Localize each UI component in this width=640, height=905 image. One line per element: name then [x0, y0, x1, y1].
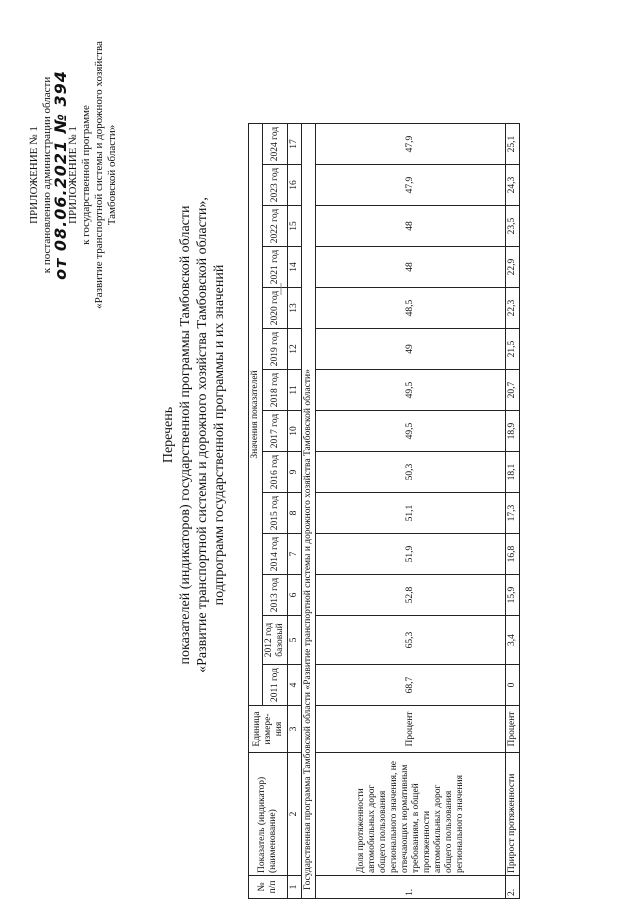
indicator-value: 24,3: [506, 165, 520, 206]
indicator-value: 20,7: [506, 370, 520, 411]
indicator-name: Прирост протяженности: [506, 753, 520, 876]
header-year: 2022 год: [263, 206, 288, 247]
indicator-value: 50,3: [316, 452, 506, 493]
header-year: 2019 год: [263, 329, 288, 370]
title-line-4: подпрограмм государственной программы и их значений: [212, 264, 227, 606]
column-number: 1: [288, 876, 302, 899]
header-year: 2024 год: [263, 124, 288, 165]
header-year: 2013 год: [263, 575, 288, 616]
header-year: 2016 год: [263, 452, 288, 493]
column-number: 3: [288, 706, 302, 753]
appendix-header: [28, 10, 119, 340]
indicator-value: 17,3: [506, 493, 520, 534]
header-unit: Единица измере-ния: [249, 706, 288, 753]
appendix-program-name: «Развитие транспортной системы и дорожного хозяйства: [93, 41, 105, 309]
column-number: 4: [288, 665, 302, 706]
document-title: [160, 115, 228, 755]
title-line-3: «Развитие транспортной системы и дорожного хозяйства Тамбовской области»,: [195, 197, 210, 673]
indicator-value: 0: [506, 665, 520, 706]
indicator-value: 47,9: [316, 165, 506, 206]
indicator-value: 21,5: [506, 329, 520, 370]
indicator-value: 68,7: [316, 665, 506, 706]
indicator-value: 65,3: [316, 616, 506, 665]
indicator-value: 51,1: [316, 493, 506, 534]
indicator-name: Доля протяженности автомобильных дорог общего пользования регионального значения, не отвечающих нормативным требованиям, в общей протяженности автомобильных дорог общего пользования регионального значения: [316, 753, 506, 876]
column-number: 6: [288, 575, 302, 616]
appendix-date-number: от 08.06.2021 № 394: [51, 70, 70, 280]
indicator-value: 49,5: [316, 370, 506, 411]
column-number: 14: [288, 247, 302, 288]
column-number: 9: [288, 452, 302, 493]
table-row: [316, 124, 506, 899]
header-values: Значения показателей: [249, 124, 263, 706]
indicator-value: 47,9: [316, 124, 506, 165]
header-year: 2017 год: [263, 411, 288, 452]
indicator-value: 18,9: [506, 411, 520, 452]
indicator-value: 3,4: [506, 616, 520, 665]
appendix-title-2: ПРИЛОЖЕНИЕ № 1: [67, 126, 79, 224]
column-number: 11: [288, 370, 302, 411]
program-row: [302, 124, 316, 899]
header-year: 2021 год: [263, 247, 288, 288]
program-name-cell: Государственная программа Тамбовской области «Развитие транспортной системы и дорожного хозяйства Тамбовской области»: [302, 124, 316, 899]
header-year: 2012 год базовый: [263, 616, 288, 665]
header-year: 2020 год: [263, 288, 288, 329]
column-number: 5: [288, 616, 302, 665]
indicators-table: [248, 123, 520, 899]
column-number: 12: [288, 329, 302, 370]
indicator-value: 48,5: [316, 288, 506, 329]
indicator-value: 48: [316, 247, 506, 288]
indicator-value: 48: [316, 206, 506, 247]
header-year: 2023 год: [263, 165, 288, 206]
indicator-unit: Процент: [316, 706, 506, 753]
appendix-title: ПРИЛОЖЕНИЕ № 1: [28, 126, 40, 224]
indicator-unit: Процент: [506, 706, 520, 753]
indicator-value: 49: [316, 329, 506, 370]
row-number: 1.: [316, 876, 506, 899]
scan-mark: [280, 283, 282, 295]
header-year: 2014 год: [263, 534, 288, 575]
row-number: 2.: [506, 876, 520, 899]
indicator-value: 22,3: [506, 288, 520, 329]
column-number: 13: [288, 288, 302, 329]
column-number: 10: [288, 411, 302, 452]
appendix-program: к государственной программе: [80, 105, 92, 245]
column-number: 2: [288, 753, 302, 876]
column-number: 8: [288, 493, 302, 534]
indicator-value: 23,5: [506, 206, 520, 247]
indicator-value: 51,9: [316, 534, 506, 575]
indicator-value: 49,5: [316, 411, 506, 452]
indicator-value: 52,8: [316, 575, 506, 616]
indicator-value: 22,9: [506, 247, 520, 288]
column-number: 7: [288, 534, 302, 575]
indicator-value: 18,1: [506, 452, 520, 493]
indicator-value: 25,1: [506, 124, 520, 165]
column-number: 17: [288, 124, 302, 165]
column-number: 15: [288, 206, 302, 247]
appendix-program-region: Тамбовской области»: [106, 124, 118, 226]
header-name: Показатель (индикатор) (наименование): [249, 753, 288, 876]
title-line-2: показателей (индикаторов) государственной программы Тамбовской области: [178, 205, 193, 665]
title-line-1: Перечень: [161, 406, 176, 464]
header-year: 2015 год: [263, 493, 288, 534]
header-num: № п/п: [249, 876, 288, 899]
column-number: 16: [288, 165, 302, 206]
appendix-decree: к постановлению администрации области: [41, 76, 53, 274]
indicator-value: 15,9: [506, 575, 520, 616]
indicator-value: 16,8: [506, 534, 520, 575]
header-year: 2018 год: [263, 370, 288, 411]
header-year: 2011 год: [263, 665, 288, 706]
table-row: [506, 124, 520, 899]
column-number-row: [288, 124, 302, 899]
